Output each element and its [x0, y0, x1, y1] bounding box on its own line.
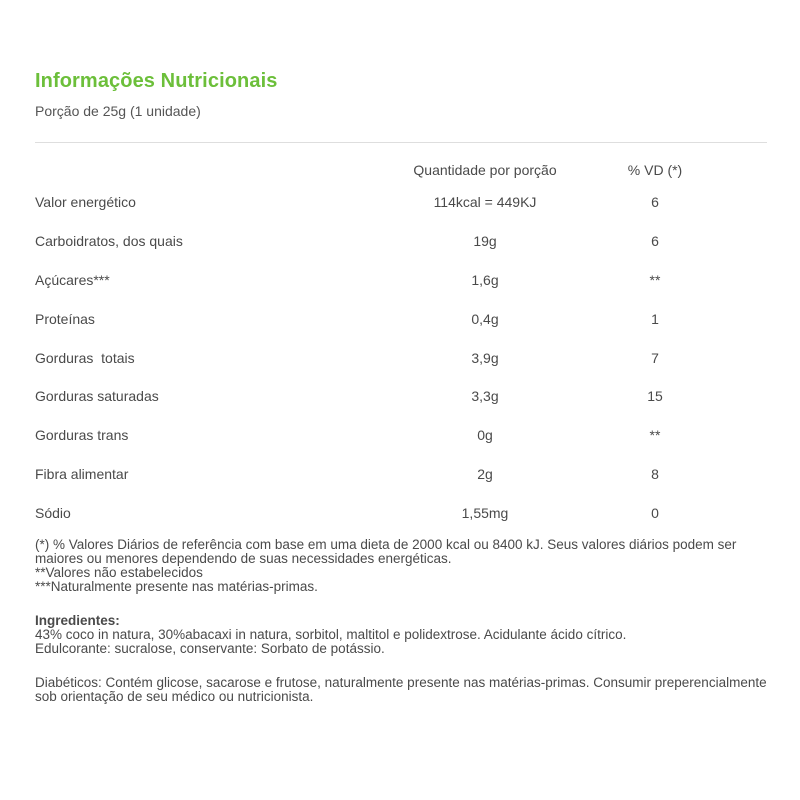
nutrition-table	[35, 157, 715, 532]
ingredients-line-1: 43% coco in natura, 30%abacaxi in natura, sorbitol, maltitol e polidextrose. Acidulante ácido cítrico.	[35, 627, 627, 643]
diabetics-text: Diabéticos: Contém glicose, sacarose e frutose, naturalmente presente nas matérias-primas. Consumir preperencialmente sob orientação de seu médico ou nutricionista.	[35, 675, 767, 705]
footnotes	[35, 538, 767, 594]
nutrient-name: Gorduras saturadas	[35, 388, 159, 405]
nutrient-quantity: 1,55mg	[461, 504, 509, 521]
table-row	[35, 377, 715, 416]
nutrient-name: Valor energético	[35, 194, 136, 211]
nutrient-name: Fibra alimentar	[35, 465, 129, 482]
table-row	[35, 261, 715, 300]
nutrient-quantity: 19g	[473, 233, 497, 250]
nutrient-name: Proteínas	[35, 310, 95, 327]
nutrient-vd: 7	[651, 349, 659, 366]
ingredients-section	[35, 614, 767, 656]
nutrient-vd: **	[649, 427, 661, 444]
table-row	[35, 183, 715, 222]
nutrition-panel	[35, 66, 767, 704]
column-header-name	[35, 157, 375, 183]
nutrient-vd: 6	[651, 233, 659, 250]
table-row	[35, 338, 715, 377]
page-title: Informações Nutricionais	[35, 70, 278, 92]
divider	[35, 142, 767, 143]
nutrient-quantity: 0,4g	[471, 310, 499, 327]
column-header-quantity: Quantidade por porção	[413, 162, 557, 178]
nutrient-vd: 8	[651, 465, 659, 482]
nutrient-quantity: 0g	[477, 427, 493, 444]
nutrient-vd: 6	[651, 194, 659, 211]
nutrient-quantity: 114kcal = 449KJ	[433, 194, 537, 211]
nutrient-vd: 1	[651, 310, 659, 327]
nutrient-name: Sódio	[35, 504, 71, 521]
table-row	[35, 222, 715, 261]
table-header-row	[35, 157, 715, 183]
table-row	[35, 299, 715, 338]
portion-text: Porção de 25g (1 unidade)	[35, 103, 201, 119]
nutrient-vd: 15	[647, 388, 663, 405]
natural-footnote: ***Naturalmente presente nas matérias-primas.	[35, 579, 318, 595]
nutrient-name: Gorduras totais	[35, 349, 135, 366]
nutrient-vd: **	[649, 271, 661, 288]
nutrient-name: Carboidratos, dos quais	[35, 233, 183, 250]
table-row	[35, 455, 715, 494]
table-row	[35, 493, 715, 532]
ingredients-line-2: Edulcorante: sucralose, conservante: Sorbato de potássio.	[35, 641, 385, 657]
nutrient-quantity: 1,6g	[471, 271, 499, 288]
column-header-vd: % VD (*)	[627, 162, 683, 178]
nutrient-quantity: 2g	[477, 465, 493, 482]
vd-footnote: (*) % Valores Diários de referência com base em uma dieta de 2000 kcal ou 8400 kJ. Seus valores diários podem ser maiores ou menores dependendo de suas necessidades energéticas.	[35, 537, 737, 567]
table-row	[35, 416, 715, 455]
nutrient-quantity: 3,9g	[471, 349, 499, 366]
nutrient-name: Gorduras trans	[35, 427, 129, 444]
ingredients-label: Ingredientes:	[35, 613, 120, 629]
not-established-footnote: **Valores não estabelecidos	[35, 565, 203, 581]
diabetics-section	[35, 676, 767, 704]
nutrient-name: Açúcares***	[35, 271, 110, 288]
nutrient-vd: 0	[651, 504, 659, 521]
nutrient-quantity: 3,3g	[471, 388, 499, 405]
